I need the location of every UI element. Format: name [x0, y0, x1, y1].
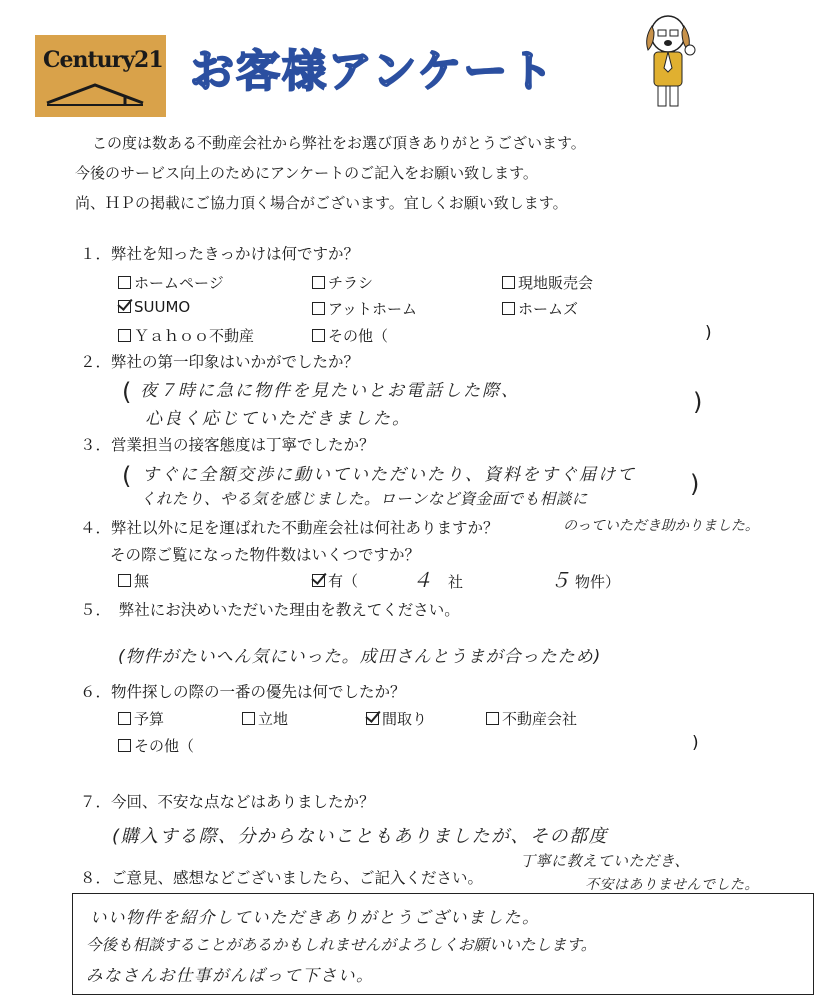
checkbox[interactable]	[312, 276, 325, 289]
intro-line-2: 今後のサービス向上のためにアンケートのご記入をお願い致します。	[75, 164, 538, 182]
q8-answer-line-3: みなさんお仕事がんばって下さい。	[86, 966, 374, 985]
q4-properties-unit: 物件）	[575, 573, 621, 591]
q5-answer[interactable]: (物件がたいへん気にいった。成田さんとうまが合ったため)	[118, 647, 602, 667]
checkbox[interactable]	[312, 302, 325, 315]
dog-mascot-icon	[632, 10, 704, 110]
checkbox[interactable]	[118, 329, 131, 342]
checkbox[interactable]	[118, 574, 131, 587]
century21-logo	[35, 35, 166, 117]
q1-option-homes[interactable]: ホームズ	[502, 298, 578, 319]
q6-label: ６．物件探しの際の一番の優先は何でしたか？	[80, 683, 406, 701]
checkbox-checked[interactable]	[366, 712, 379, 725]
q6-close-paren: )	[692, 733, 699, 753]
q5-label: ５． 弊社にお決めいただいた理由を教えてください。	[80, 601, 460, 619]
q8-label: ８．ご意見、感想などございましたら、ご記入ください。	[80, 869, 484, 887]
q3-answer-line-1[interactable]: すぐに全額交渉に動いていただいたり、資料をすぐ届けて	[142, 465, 636, 485]
q1-option-other[interactable]: その他（	[312, 325, 388, 346]
checkbox[interactable]	[486, 712, 499, 725]
q2-answer-line-2[interactable]: 心良く応じていただきました。	[145, 409, 411, 429]
checkbox[interactable]	[242, 712, 255, 725]
intro-line-3: 尚、ＨＰの掲載にご協力頂く場合がございます。宜しくお願い致します。	[75, 194, 568, 212]
q1-close-paren: )	[705, 323, 712, 343]
q3-close-paren: )	[690, 470, 700, 498]
q1-option-open-house[interactable]: 現地販売会	[502, 272, 593, 293]
q6-option-layout[interactable]: 間取り	[366, 708, 427, 729]
q8-answer-line-1: いい物件を紹介していただきありがとうございました。	[90, 908, 540, 927]
checkbox-checked[interactable]	[312, 574, 325, 587]
q4-sublabel: その際ご覧になった物件数はいくつですか？	[110, 546, 421, 564]
checkbox[interactable]	[502, 302, 515, 315]
q6-option-other[interactable]: その他（	[118, 735, 194, 756]
q6-option-agency[interactable]: 不動産会社	[486, 708, 577, 729]
q3-answer-line-2[interactable]: くれたり、やる気を感じました。ローンなど資金面でも相談に	[140, 490, 588, 508]
logo-text: Century21	[43, 47, 163, 73]
q2-answer-line-1[interactable]: 夜７時に急に物件を見たいとお電話した際、	[140, 381, 520, 401]
q4-option-yes[interactable]: 有（	[312, 570, 358, 591]
checkbox[interactable]	[502, 276, 515, 289]
q1-option-suumo[interactable]: SUUMO	[118, 298, 190, 316]
house-roof-icon	[45, 81, 145, 107]
q3-label: ３．営業担当の接客態度は丁寧でしたか？	[80, 436, 375, 454]
q1-option-athome[interactable]: アットホーム	[312, 298, 417, 319]
checkbox-checked[interactable]	[118, 300, 131, 313]
checkbox[interactable]	[118, 276, 131, 289]
q6-option-budget[interactable]: 予算	[118, 708, 164, 729]
q2-label: ２．弊社の第一印象はいかがでしたか？	[80, 353, 360, 371]
q7-answer-line-1[interactable]: (購入する際、分からないこともありましたが、その都度	[112, 826, 609, 847]
page-title: お客様アンケート	[190, 46, 556, 97]
q4-option-none[interactable]: 無	[118, 570, 149, 591]
q6-option-location[interactable]: 立地	[242, 708, 288, 729]
q3-open-paren: (	[122, 462, 132, 490]
q7-label: ７．今回、不安な点などはありましたか？	[80, 793, 375, 811]
checkbox[interactable]	[312, 329, 325, 342]
intro-line-1: この度は数ある不動産会社から弊社をお選び頂きありがとうございます。	[92, 134, 586, 152]
q2-close-paren: )	[693, 388, 703, 416]
q4-label: ４．弊社以外に足を運ばれた不動産会社は何社ありますか？	[80, 519, 499, 537]
q4-companies-unit: 社	[448, 573, 464, 591]
q3-answer-line-3[interactable]: のっていただき助かりました。	[563, 518, 759, 534]
q1-option-flyer[interactable]: チラシ	[312, 272, 373, 293]
q1-option-yahoo[interactable]: Ｙａｈｏｏ不動産	[118, 325, 254, 346]
q7-answer-line-3[interactable]: 不安はありませんでした。	[585, 877, 759, 893]
q8-answer-line-2: 今後も相談することがあるかもしれませんがよろしくお願いいたします。	[86, 936, 597, 954]
checkbox[interactable]	[118, 739, 131, 752]
checkbox[interactable]	[118, 712, 131, 725]
q4-companies-count[interactable]: ４	[412, 568, 434, 592]
q7-answer-line-2[interactable]: 丁寧に教えていただき、	[520, 852, 690, 870]
q2-open-paren: (	[122, 378, 132, 406]
q4-properties-count[interactable]: ５	[550, 568, 572, 592]
q1-label: １．弊社を知ったきっかけは何ですか？	[80, 245, 360, 263]
q1-option-homepage[interactable]: ホームページ	[118, 272, 224, 293]
